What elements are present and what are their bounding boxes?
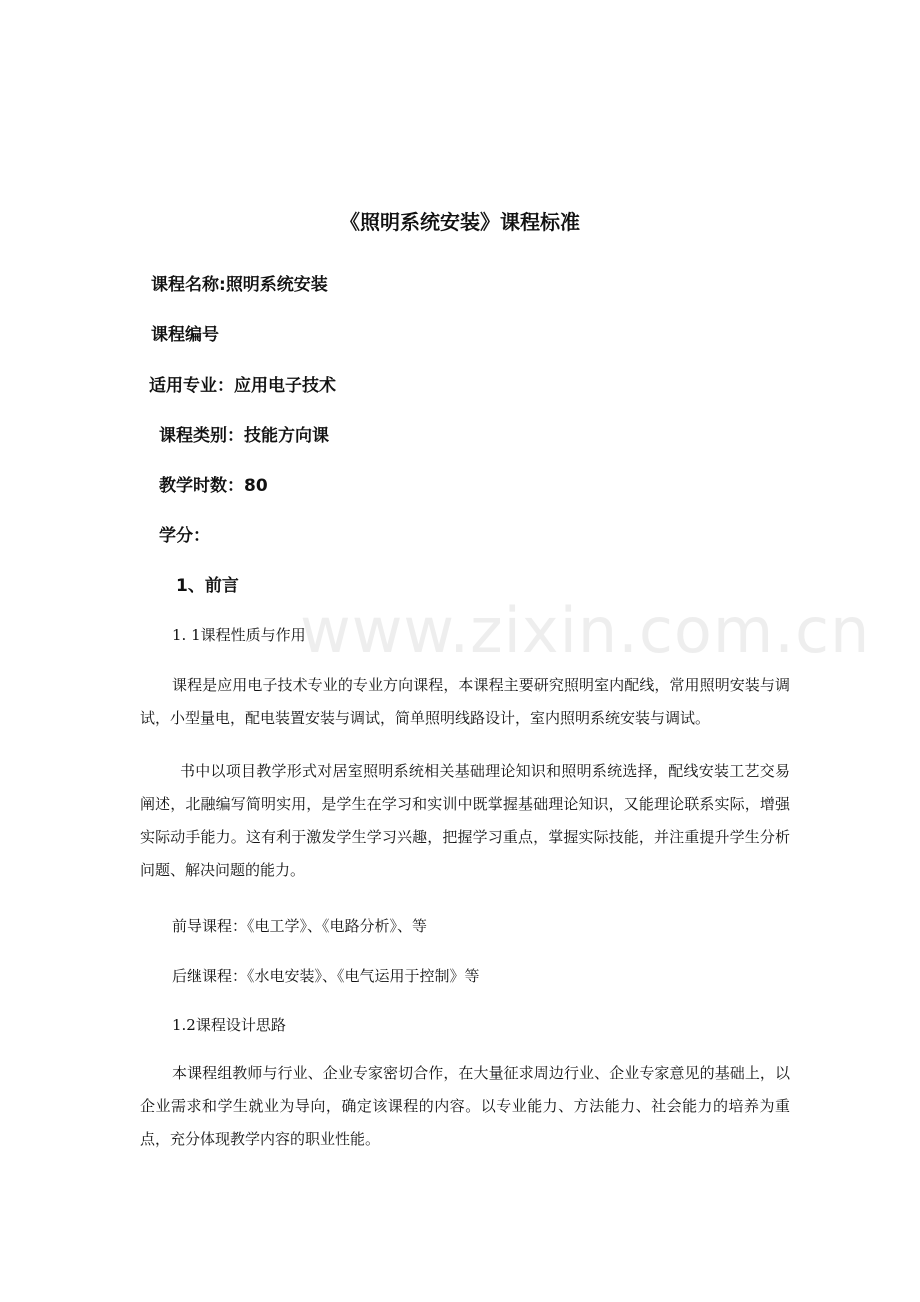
meta-label: 适用专业：	[149, 376, 234, 396]
prerequisite-courses: 前导课程：《电工学》、《电路分析》、等	[172, 917, 428, 935]
meta-value: 照明系统安装	[225, 275, 328, 295]
meta-course-code	[151, 322, 219, 348]
meta-value: 80	[244, 476, 268, 496]
meta-value: 技能方向课	[244, 426, 329, 446]
meta-course-name	[151, 272, 328, 298]
subsequent-courses: 后继课程：《水电安装》、《电气运用于控制》等	[172, 967, 480, 985]
meta-label: 课程编号	[151, 325, 219, 345]
section-heading-preface: 1、前言	[176, 576, 239, 596]
subsection-heading-course-nature: 1. 1课程性质与作用	[172, 626, 306, 644]
meta-course-category	[159, 423, 329, 449]
subsection-heading-design-ideas: 1.2课程设计思路	[172, 1016, 286, 1034]
document-title: 《照明系统安装》课程标准	[340, 210, 580, 234]
meta-label: 课程类别：	[159, 426, 244, 446]
meta-credits	[159, 523, 210, 549]
meta-value: 应用电子技术	[234, 376, 336, 396]
meta-label: 教学时数：	[159, 476, 244, 496]
paragraph-design-ideas: 本课程组教师与行业、企业专家密切合作，在大量征求周边行业、企业专家意见的基础上，以企业需求和学生就业为导向，确定该课程的内容。以专业能力、方法能力、社会能力的培养为重点，充分体现教学内容的职业性能。	[140, 1064, 790, 1148]
meta-label: 课程名称:	[151, 275, 226, 295]
watermark: www.zixin.com.cn	[300, 594, 871, 667]
paragraph-course-description: 课程是应用电子技术专业的专业方向课程，本课程主要研究照明室内配线，常用照明安装与调试，小型量电，配电装置安装与调试，简单照明线路设计，室内照明系统安装与调试。	[140, 676, 790, 727]
meta-applicable-major	[149, 373, 336, 399]
paragraph-teaching-form: 书中以项目教学形式对居室照明系统相关基础理论知识和照明系统选择，配线安装工艺交易阐述，北融编写简明实用，是学生在学习和实训中既掌握基础理论知识，又能理论联系实际，增强实际动手能力。这有利于激发学生学习兴趣，把握学习重点，掌握实际技能，并注重提升学生分析问题、解决问题的能力。	[140, 762, 790, 879]
meta-label: 学分：	[159, 526, 210, 546]
meta-teaching-hours	[159, 473, 268, 499]
